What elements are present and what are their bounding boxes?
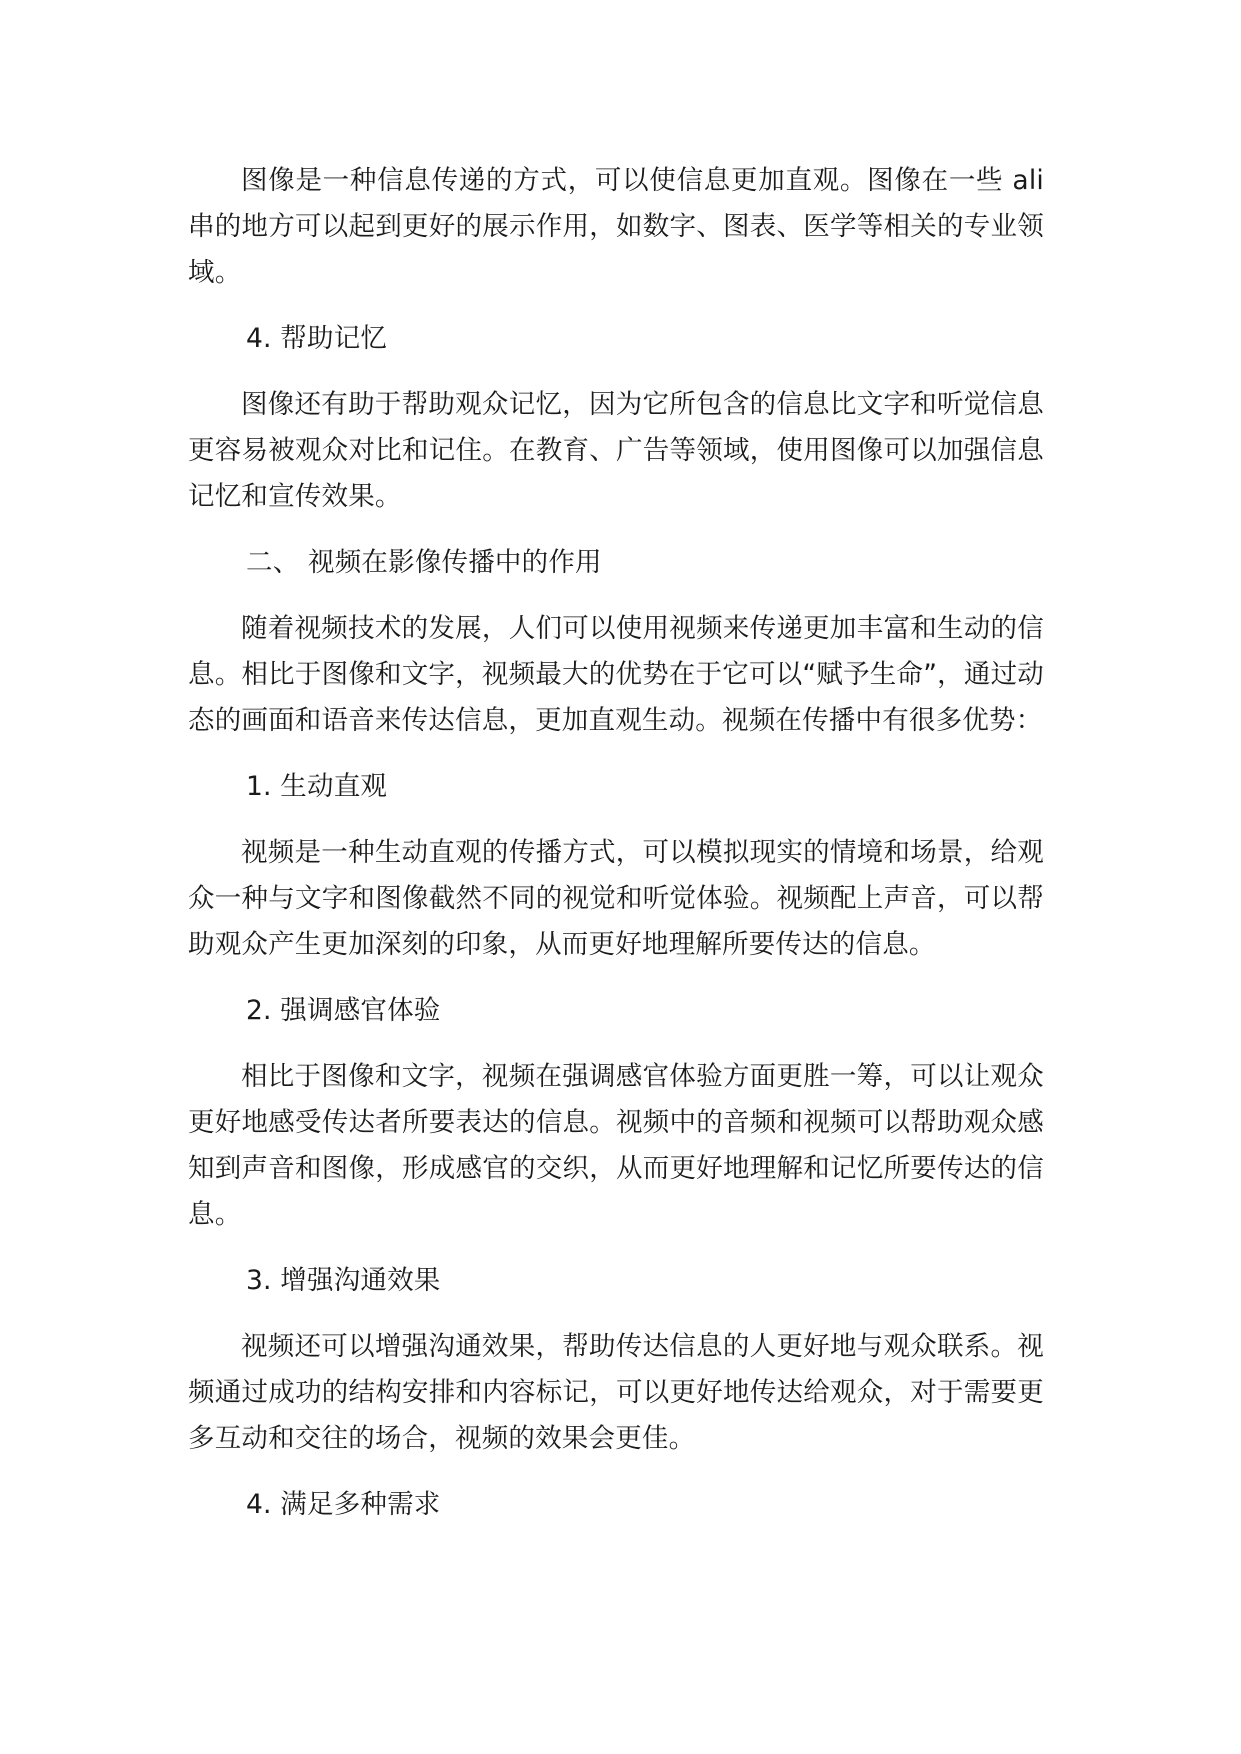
paragraph-video-intro: 随着视频技术的发展，人们可以使用视频来传递更加丰富和生动的信息。相比于图像和文字，视频最大的优势在于它可以“赋予生命”，通过动态的画面和语音来传达信息，更加直观生动。视频在传播中有很多优势： [188, 613, 1044, 736]
paragraph-senses: 相比于图像和文字，视频在强调感官体验方面更胜一筹，可以让观众更好地感受传达者所要表达的信息。视频中的音频和视频可以帮助观众感知到声音和图像，形成感官的交织，从而更好地理解和记忆所要传达的信息。 [188, 1061, 1044, 1230]
heading-memory: 4. 帮助记忆 [246, 323, 388, 354]
paragraph-memory: 图像还有助于帮助观众记忆，因为它所包含的信息比文字和听觉信息更容易被观众对比和记住。在教育、广告等领域，使用图像可以加强信息记忆和宣传效果。 [188, 389, 1044, 512]
heading-vivid: 1. 生动直观 [246, 771, 388, 802]
heading-communication: 3. 增强沟通效果 [246, 1265, 441, 1296]
paragraph-image-intuitive: 图像是一种信息传递的方式，可以使信息更加直观。图像在一些 ali串的地方可以起到更好的展示作用，如数字、图表、医学等相关的专业领域。 [188, 165, 1044, 288]
document-body [188, 158, 1044, 1528]
paragraph-communication: 视频还可以增强沟通效果，帮助传达信息的人更好地与观众联系。视频通过成功的结构安排和内容标记，可以更好地传达给观众，对于需要更多互动和交往的场合，视频的效果会更佳。 [188, 1331, 1044, 1454]
heading-needs: 4. 满足多种需求 [246, 1489, 441, 1520]
heading-senses: 2. 强调感官体验 [246, 995, 441, 1026]
paragraph-vivid: 视频是一种生动直观的传播方式，可以模拟现实的情境和场景，给观众一种与文字和图像截然不同的视觉和听觉体验。视频配上声音，可以帮助观众产生更加深刻的印象，从而更好地理解所要传达的信息。 [188, 837, 1044, 960]
section-heading-video: 二、 视频在影像传播中的作用 [246, 547, 602, 578]
